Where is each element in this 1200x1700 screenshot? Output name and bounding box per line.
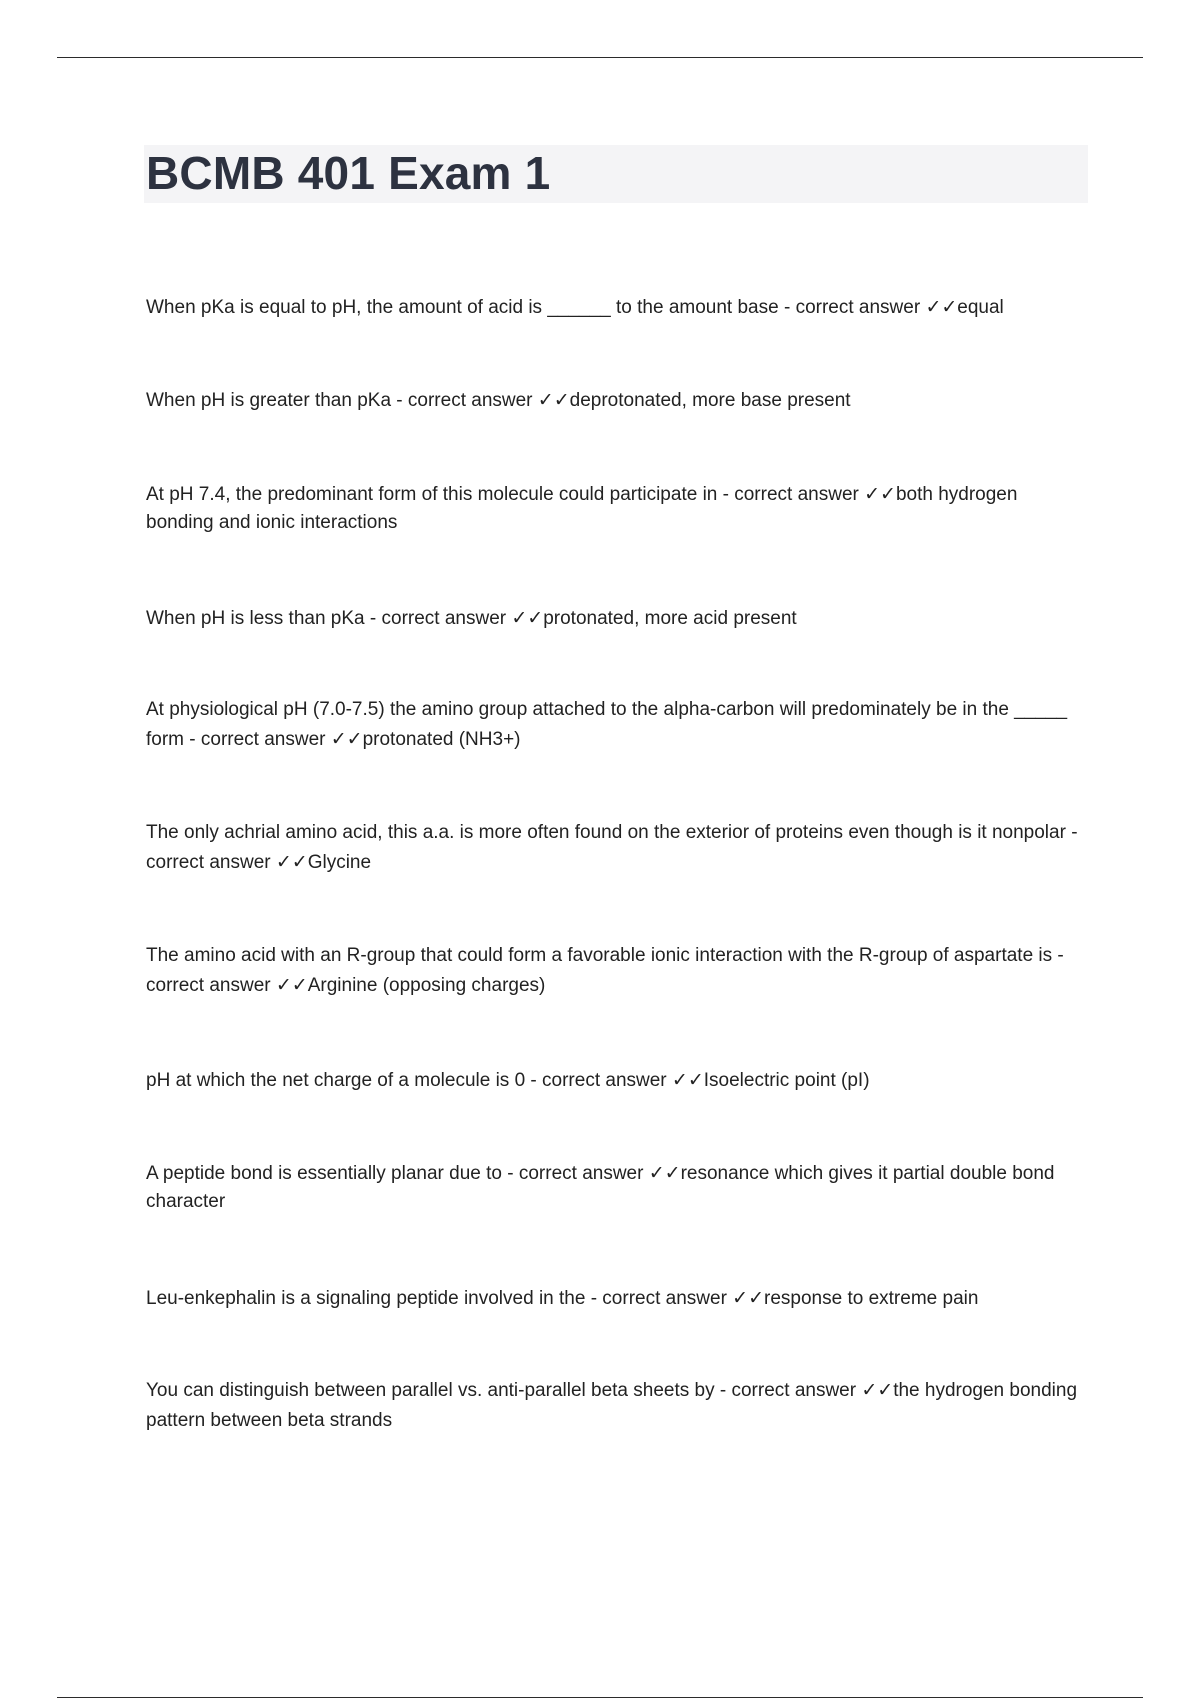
qa-item-7: The amino acid with an R-group that could form a favorable ionic interaction with the R-group of aspartate is - correct answer ✓✓Arginine (opposing charges) (146, 945, 1064, 996)
qa-item-6: The only achrial amino acid, this a.a. is more often found on the exterior of proteins even though is it nonpolar - correct answer ✓✓Glycine (146, 822, 1078, 873)
page-title: BCMB 401 Exam 1 (146, 147, 551, 199)
qa-item-4: When pH is less than pKa - correct answer ✓✓protonated, more acid present (146, 608, 797, 629)
qa-item-5: At physiological pH (7.0-7.5) the amino group attached to the alpha-carbon will predominately be in the _____ form - correct answer ✓✓protonated (NH3+) (146, 699, 1068, 750)
qa-item-9: A peptide bond is essentially planar due to - correct answer ✓✓resonance which gives it partial double bond character (146, 1163, 1055, 1212)
footer-rule (57, 1697, 1143, 1698)
qa-item-2: When pH is greater than pKa - correct answer ✓✓deprotonated, more base present (146, 390, 851, 411)
qa-item-10: Leu-enkephalin is a signaling peptide involved in the - correct answer ✓✓response to extreme pain (146, 1288, 979, 1309)
qa-item-8: pH at which the net charge of a molecule is 0 - correct answer ✓✓Isoelectric point (pI) (146, 1070, 870, 1091)
qa-item-11: You can distinguish between parallel vs. anti-parallel beta sheets by - correct answer ✓✓the hydrogen bonding pattern between beta strands (146, 1380, 1078, 1431)
qa-item-3: At pH 7.4, the predominant form of this molecule could participate in - correct answer ✓✓both hydrogen bonding and ionic interactions (146, 484, 1018, 533)
header-rule (57, 57, 1143, 58)
qa-item-1: When pKa is equal to pH, the amount of acid is ______ to the amount base - correct answer ✓✓equal (146, 297, 1004, 318)
